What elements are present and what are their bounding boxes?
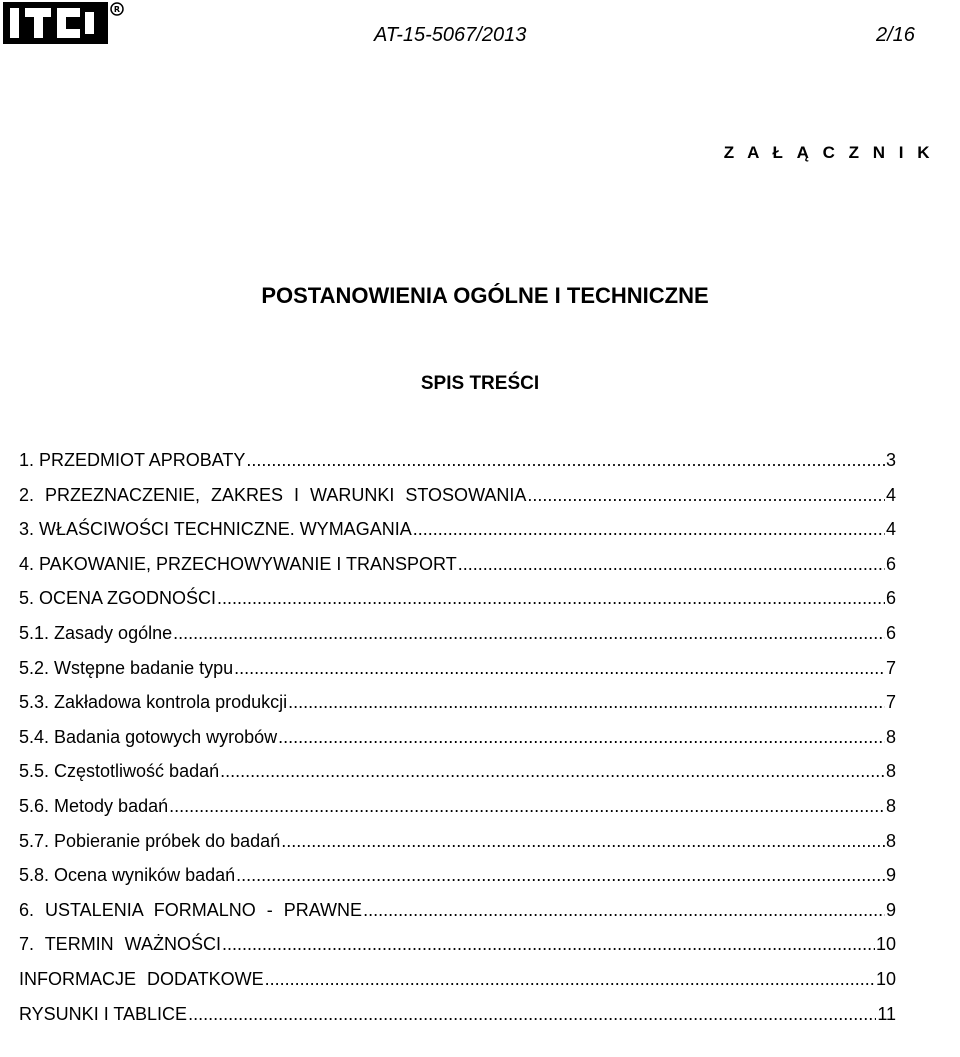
toc-entry-page: 11 [877, 1003, 896, 1024]
toc-entry-page: 8 [885, 761, 896, 782]
toc-entry[interactable] [19, 588, 896, 623]
toc-entry-page: 4 [885, 484, 896, 505]
itb-logo [3, 2, 125, 46]
toc-entry[interactable] [19, 658, 896, 693]
toc-entry[interactable] [19, 969, 896, 1004]
toc-entry-label: 5.6. Metody badań [19, 795, 169, 816]
toc-entry[interactable] [19, 727, 896, 762]
dot-leader [169, 796, 885, 817]
toc-entry-page: 8 [885, 726, 896, 747]
toc-entry-label: 5.4. Badania gotowych wyrobów [19, 726, 278, 747]
toc-entry[interactable] [19, 450, 896, 485]
dot-leader [234, 658, 885, 679]
toc-entry-page: 8 [885, 795, 896, 816]
dot-leader [265, 969, 875, 990]
dot-leader [217, 588, 885, 609]
document-number: AT-15-5067/2013 [374, 24, 527, 46]
toc-entry-label: 6. USTALENIA FORMALNO - PRAWNE [19, 899, 363, 920]
toc-entry-label: 5.8. Ocena wyników badań [19, 865, 236, 886]
toc-entry-label: 5.7. Pobieranie próbek do badań [19, 830, 281, 851]
dot-leader [222, 934, 875, 955]
toc-entry-label: 5.2. Wstępne badanie typu [19, 657, 234, 678]
toc-entry-page: 6 [885, 588, 896, 609]
toc-entry-label: RYSUNKI I TABLICE [19, 1003, 188, 1024]
toc-entry-label: 1. PRZEDMIOT APROBATY [19, 450, 246, 470]
toc-entry[interactable] [19, 623, 896, 658]
dot-leader [288, 692, 885, 713]
toc-entry[interactable] [19, 519, 896, 554]
toc-entry[interactable] [19, 865, 896, 900]
toc-entry[interactable] [19, 761, 896, 796]
toc-entry-page: 4 [885, 519, 896, 540]
toc-entry[interactable] [19, 485, 896, 520]
toc-entry[interactable] [19, 796, 896, 831]
dot-leader [220, 761, 885, 782]
toc-entry-label: INFORMACJE DODATKOWE [19, 968, 264, 989]
annex-label: Z A Ł Ą C Z N I K [723, 143, 934, 162]
toc-entry-page: 9 [885, 865, 896, 886]
toc-entry[interactable] [19, 831, 896, 866]
dot-leader [278, 727, 885, 748]
dot-leader [246, 450, 885, 471]
toc-entry[interactable] [19, 692, 896, 727]
toc-entry-page: 3 [885, 450, 896, 470]
toc-entry-page: 9 [885, 899, 896, 920]
toc-entry-page: 6 [885, 622, 896, 643]
toc-entry-label: 5. OCENA ZGODNOŚCI [19, 588, 217, 609]
toc-entry[interactable] [19, 934, 896, 969]
toc-entry-label: 5.5. Częstotliwość badań [19, 761, 220, 782]
toc-entry-page: 7 [885, 692, 896, 713]
toc-entry-page: 10 [875, 934, 896, 955]
table-of-contents [19, 450, 896, 1038]
toc-entry-label: 5.3. Zakładowa kontrola produkcji [19, 692, 288, 713]
toc-entry-page: 6 [885, 553, 896, 574]
toc-entry-label: 3. WŁAŚCIWOŚCI TECHNICZNE. WYMAGANIA [19, 519, 412, 540]
toc-entry-label: 2. PRZEZNACZENIE, ZAKRES I WARUNKI STOSOWANIA [19, 484, 527, 505]
dot-leader [413, 519, 885, 540]
toc-entry-page: 10 [875, 968, 896, 989]
toc-entry[interactable] [19, 554, 896, 589]
dot-leader [363, 900, 885, 921]
toc-entry-page: 7 [885, 657, 896, 678]
toc-entry-page: 8 [885, 830, 896, 851]
toc-entry-label: 5.1. Zasady ogólne [19, 622, 173, 643]
page-number: 2/16 [876, 24, 915, 46]
toc-entry-label: 7. TERMIN WAŻNOŚCI [19, 934, 222, 955]
dot-leader [173, 623, 885, 644]
dot-leader [458, 554, 885, 575]
dot-leader [527, 485, 885, 506]
dot-leader [188, 1004, 876, 1025]
toc-entry[interactable] [19, 1004, 896, 1039]
dot-leader [281, 831, 885, 852]
toc-entry-label: 4. PAKOWANIE, PRZECHOWYWANIE I TRANSPORT [19, 553, 457, 574]
page-title: POSTANOWIENIA OGÓLNE I TECHNICZNE [261, 283, 709, 308]
svg-text:R: R [113, 5, 121, 14]
toc-title: SPIS TREŚCI [420, 373, 540, 394]
dot-leader [236, 865, 885, 886]
toc-entry[interactable] [19, 900, 896, 935]
